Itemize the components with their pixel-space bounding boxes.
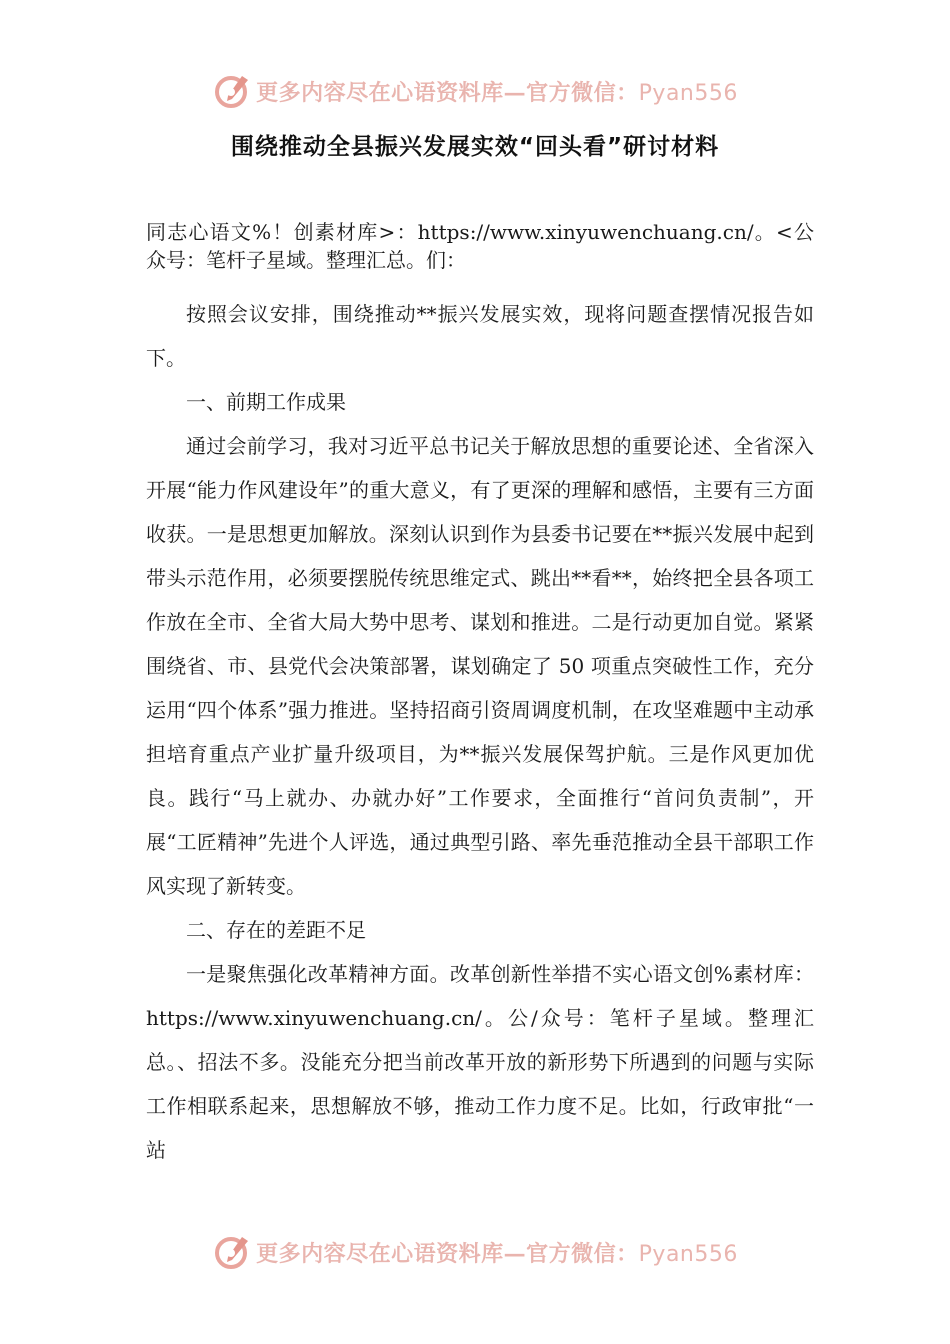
wechat-id: Pyan556 bbox=[638, 1241, 738, 1267]
section-heading-1: 一、前期工作成果 bbox=[186, 390, 346, 414]
document-title: 围绕推动全县振兴发展实效“回头看”研讨材料 bbox=[230, 134, 720, 160]
wechat-id: Pyan556 bbox=[638, 80, 738, 106]
banner-text: 更多内容尽在心语资料库—官方微信：Pyan556 bbox=[256, 79, 738, 106]
achievements-paragraph: 通过会前学习，我对习近平总书记关于解放思想的重要论述、全省深入开展“能力作风建设年”的重大意义，有了更深的理解和感悟，主要有三方面收获。一是思想更加解放。深刻认识到作为县委书记要在**振兴发展中起到带头示范作用，必须要摆脱传统思维定式、跳出**看**，始终把全县各项工作放在全市、全省大局大势中思考、谋划和推进。二是行动更加自觉。紧紧围绕省、市、县党代会决策部署，谋划确定了 50 项重点突破性工作，充分运用“四个体系”强力推进。坚持招商引资周调度机制，在攻坚难题中主动承担培育重点产业扩量升级项目，为**振兴发展保驾护航。三是作风更加优良。践行“马上就办、办就办好”工作要求，全面推行“首问负责制”，开展“工匠精神”先进个人评选，通过典型引路、率先垂范推动全县干部职工作风实现了新转变。 bbox=[146, 434, 814, 898]
pen-logo-icon bbox=[212, 71, 252, 111]
pen-logo-icon bbox=[212, 1232, 252, 1272]
section-heading-2: 二、存在的差距不足 bbox=[186, 918, 366, 942]
intro-paragraph: 按照会议安排，围绕推动**振兴发展实效，现将问题查摆情况报告如下。 bbox=[146, 302, 814, 370]
shortcomings-paragraph: 一是聚焦强化改革精神方面。改革创新性举措不实心语文创%素材库：https://www.xinyuwenchuang.cn/。公/众号：笔杆子星域。整理汇总。、招法不多。没能充分把当前改革开放的新形势下所遇到的问题与实际工作相联系起来，思想解放不够，推动工作力度不足。比如，行政审批“一站 bbox=[146, 962, 814, 1162]
document-body bbox=[146, 218, 814, 1172]
banner-text: 更多内容尽在心语资料库—官方微信：Pyan556 bbox=[256, 1240, 738, 1267]
salutation-paragraph: 同志心语文%！创素材库>：https://www.xinyuwenchuang.cn/。<公众号：笔杆子星域。整理汇总。们： bbox=[146, 220, 814, 272]
footer-watermark-banner bbox=[0, 1227, 950, 1277]
header-watermark-banner bbox=[0, 66, 950, 116]
